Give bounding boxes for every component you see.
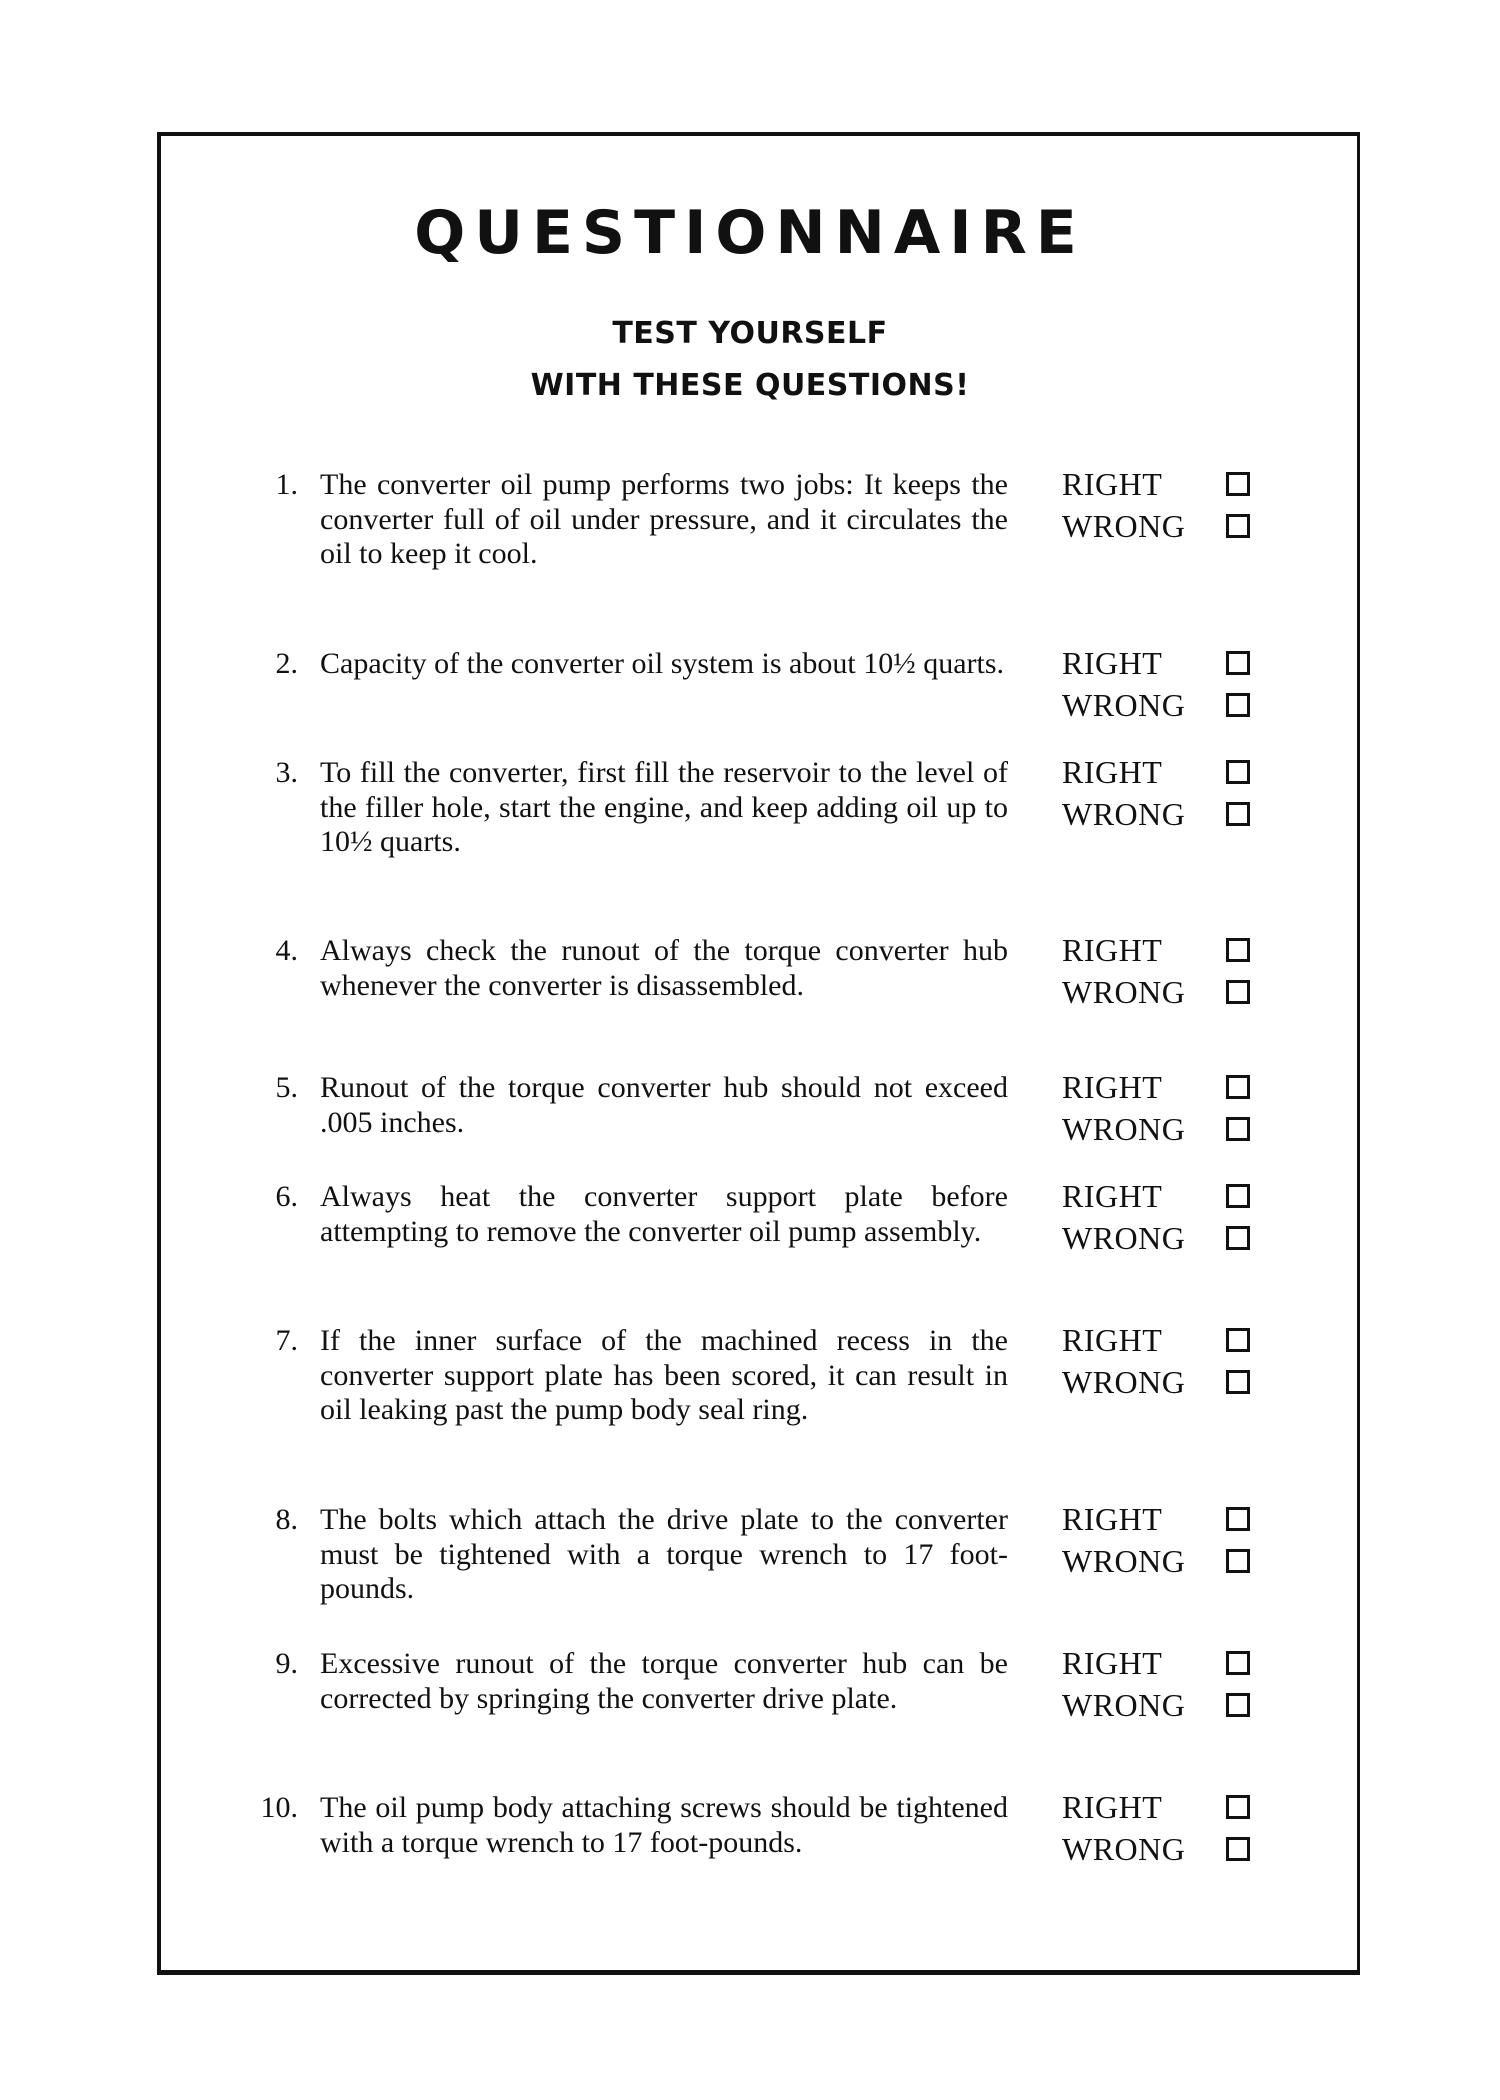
question-text: Always check the runout of the torque converter hub whenever the converter is disassembled.: [320, 934, 1008, 1002]
wrong-checkbox[interactable]: [1226, 802, 1250, 826]
wrong-label: WRONG: [1062, 508, 1186, 544]
wrong-label: WRONG: [1062, 687, 1186, 723]
answer-wrong-row: [1062, 1541, 1302, 1583]
right-label: RIGHT: [1062, 1322, 1163, 1358]
question-text: The oil pump body attaching screws should be tightened with a torque wrench to 17 foot-pounds.: [320, 1791, 1008, 1859]
question-number: 7.: [275, 1324, 298, 1357]
right-label: RIGHT: [1062, 932, 1163, 968]
wrong-checkbox[interactable]: [1226, 1117, 1250, 1141]
answer-wrong-row: [1062, 794, 1302, 836]
question-number: 9.: [275, 1647, 298, 1680]
answer-options: [1062, 464, 1302, 548]
answer-options: [1062, 1176, 1302, 1260]
answer-options: [1062, 1499, 1302, 1583]
wrong-label: WRONG: [1062, 1831, 1186, 1867]
page-subtitle: [0, 308, 1500, 412]
question-number: 6.: [275, 1180, 298, 1213]
right-label: RIGHT: [1062, 1789, 1163, 1825]
answer-right-row: [1062, 643, 1302, 685]
answer-options: [1062, 1643, 1302, 1727]
answer-right-row: [1062, 1643, 1302, 1685]
answer-options: [1062, 1787, 1302, 1871]
right-checkbox[interactable]: [1226, 1328, 1250, 1352]
answer-right-row: [1062, 1320, 1302, 1362]
right-label: RIGHT: [1062, 645, 1163, 681]
answer-options: [1062, 643, 1302, 727]
question-text: The bolts which attach the drive plate to the converter must be tightened with a torque wrench to 17 foot-pounds.: [320, 1503, 1008, 1605]
right-label: RIGHT: [1062, 466, 1163, 502]
question-number: 2.: [275, 647, 298, 680]
wrong-checkbox[interactable]: [1226, 1837, 1250, 1861]
answer-options: [1062, 1067, 1302, 1151]
right-checkbox[interactable]: [1226, 938, 1250, 962]
wrong-label: WRONG: [1062, 974, 1186, 1010]
right-checkbox[interactable]: [1226, 1075, 1250, 1099]
wrong-checkbox[interactable]: [1226, 980, 1250, 1004]
answer-right-row: [1062, 1176, 1302, 1218]
right-label: RIGHT: [1062, 754, 1163, 790]
question-number: 3.: [275, 756, 298, 789]
right-checkbox[interactable]: [1226, 1651, 1250, 1675]
question-text: To fill the converter, first fill the reservoir to the level of the filler hole, start the engine, and keep adding oil up to 10½ quarts.: [320, 756, 1008, 858]
answer-right-row: [1062, 464, 1302, 506]
answer-wrong-row: [1062, 685, 1302, 727]
answer-options: [1062, 1320, 1302, 1404]
question-text: If the inner surface of the machined recess in the converter support plate has been scored, it can result in oil leaking past the pump body seal ring.: [320, 1324, 1008, 1426]
right-checkbox[interactable]: [1226, 651, 1250, 675]
answer-wrong-row: [1062, 1362, 1302, 1404]
right-checkbox[interactable]: [1226, 1184, 1250, 1208]
question-number: 10.: [260, 1791, 298, 1824]
question-text: Excessive runout of the torque converter hub can be corrected by springing the converter drive plate.: [320, 1647, 1008, 1715]
wrong-label: WRONG: [1062, 1111, 1186, 1147]
right-label: RIGHT: [1062, 1645, 1163, 1681]
wrong-checkbox[interactable]: [1226, 1370, 1250, 1394]
subtitle-line-2: WITH THESE QUESTIONS!: [530, 368, 970, 403]
wrong-checkbox[interactable]: [1226, 693, 1250, 717]
question-number: 4.: [275, 934, 298, 967]
question-text: Runout of the torque converter hub should not exceed .005 inches.: [320, 1071, 1008, 1139]
wrong-checkbox[interactable]: [1226, 1549, 1250, 1573]
answer-options: [1062, 930, 1302, 1014]
right-checkbox[interactable]: [1226, 760, 1250, 784]
wrong-label: WRONG: [1062, 1687, 1186, 1723]
right-checkbox[interactable]: [1226, 472, 1250, 496]
right-label: RIGHT: [1062, 1069, 1163, 1105]
subtitle-line-1: TEST YOURSELF: [612, 316, 888, 351]
wrong-label: WRONG: [1062, 1364, 1186, 1400]
answer-wrong-row: [1062, 1829, 1302, 1871]
wrong-checkbox[interactable]: [1226, 514, 1250, 538]
answer-right-row: [1062, 752, 1302, 794]
answer-wrong-row: [1062, 1109, 1302, 1151]
wrong-checkbox[interactable]: [1226, 1693, 1250, 1717]
wrong-label: WRONG: [1062, 1543, 1186, 1579]
answer-wrong-row: [1062, 972, 1302, 1014]
answer-wrong-row: [1062, 1218, 1302, 1260]
wrong-checkbox[interactable]: [1226, 1226, 1250, 1250]
question-number: 1.: [275, 468, 298, 501]
right-label: RIGHT: [1062, 1501, 1163, 1537]
wrong-label: WRONG: [1062, 796, 1186, 832]
question-text: The converter oil pump performs two jobs: It keeps the converter full of oil under pressure, and it circulates the oil to keep it cool.: [320, 468, 1008, 570]
answer-wrong-row: [1062, 506, 1302, 548]
answer-right-row: [1062, 1499, 1302, 1541]
right-label: RIGHT: [1062, 1178, 1163, 1214]
answer-wrong-row: [1062, 1685, 1302, 1727]
answer-right-row: [1062, 1067, 1302, 1109]
page-title: QUESTIONNAIRE: [414, 198, 1086, 268]
question-text: Always heat the converter support plate before attempting to remove the converter oil pump assembly.: [320, 1180, 1008, 1248]
right-checkbox[interactable]: [1226, 1795, 1250, 1819]
answer-right-row: [1062, 1787, 1302, 1829]
question-text: Capacity of the converter oil system is about 10½ quarts.: [320, 647, 1005, 680]
wrong-label: WRONG: [1062, 1220, 1186, 1256]
answer-options: [1062, 752, 1302, 836]
answer-right-row: [1062, 930, 1302, 972]
question-number: 5.: [275, 1071, 298, 1104]
right-checkbox[interactable]: [1226, 1507, 1250, 1531]
question-number: 8.: [275, 1503, 298, 1536]
